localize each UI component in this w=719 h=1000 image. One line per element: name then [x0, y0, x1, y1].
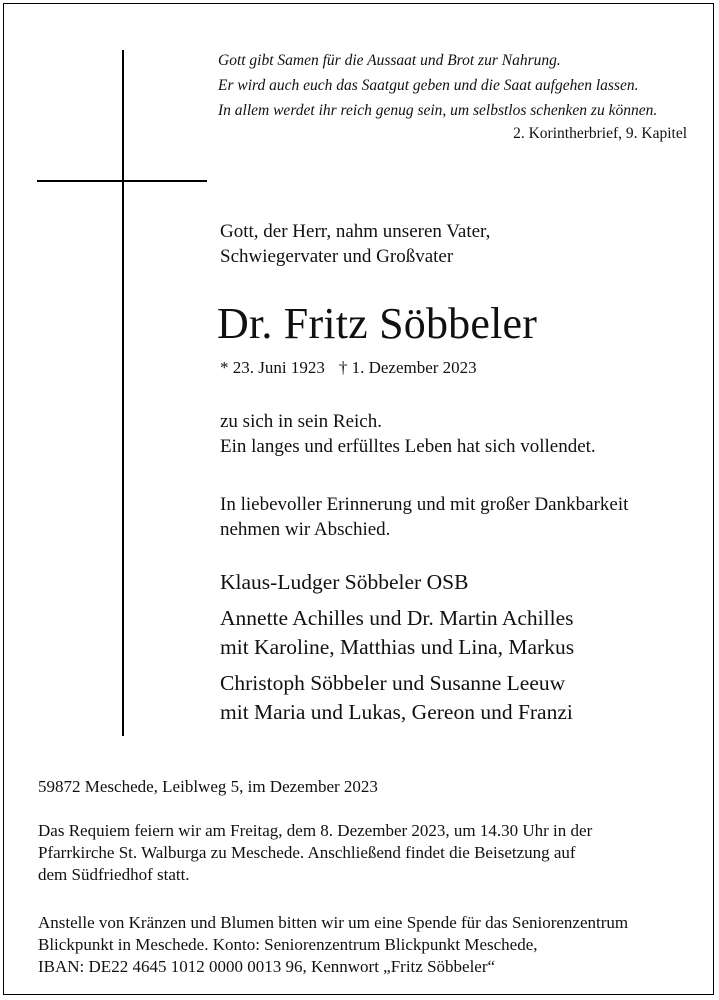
verse-line: Er wird auch euch das Saatgut geben und die Saat aufgehen lassen.	[218, 77, 639, 94]
deceased-name: Dr. Fritz Söbbeler	[217, 299, 538, 348]
reich-text	[220, 409, 596, 459]
verse-line: Gott gibt Samen für die Aussaat und Brot zur Nahrung.	[218, 52, 561, 69]
farewell-text	[220, 492, 628, 542]
reich-line: Ein langes und erfülltes Leben hat sich vollendet.	[220, 436, 596, 457]
requiem-info	[38, 820, 592, 886]
mourner-line: Annette Achilles und Dr. Martin Achilles	[220, 606, 574, 630]
mourner-line: mit Karoline, Matthias und Lina, Markus	[220, 635, 575, 659]
mourner-group	[220, 669, 574, 727]
donation-line: IBAN: DE22 4645 1012 0000 0013 96, Kennwort „Fritz Söbbeler“	[38, 957, 496, 976]
intro-line: Schwiegervater und Großvater	[220, 246, 454, 267]
intro-line: Gott, der Herr, nahm unseren Vater,	[220, 221, 491, 242]
farewell-line: In liebevoller Erinnerung und mit großer Dankbarkeit	[220, 494, 629, 515]
place-and-date: 59872 Meschede, Leiblweg 5, im Dezember 2023	[38, 777, 378, 796]
requiem-line: Das Requiem feiern wir am Freitag, dem 8. Dezember 2023, um 14.30 Uhr in der	[38, 821, 593, 840]
intro-text	[220, 219, 490, 269]
donation-info	[38, 912, 628, 978]
life-dates	[220, 357, 477, 379]
cross-vertical-beam	[122, 50, 124, 736]
mourner-line: mit Maria und Lukas, Gereon und Franzi	[220, 700, 573, 724]
verse-source: 2. Korintherbrief, 9. Kapitel	[513, 125, 687, 142]
bible-verse	[218, 48, 657, 123]
donation-line: Blickpunkt in Meschede. Konto: Seniorenzentrum Blickpunkt Meschede,	[38, 935, 538, 954]
mourner-line: Klaus-Ludger Söbbeler OSB	[220, 570, 469, 594]
requiem-line: dem Südfriedhof statt.	[38, 865, 190, 884]
mourner-group	[220, 604, 574, 662]
farewell-line: nehmen wir Abschied.	[220, 519, 391, 540]
mourner-line: Christoph Söbbeler und Susanne Leeuw	[220, 671, 566, 695]
verse-line: In allem werdet ihr reich genug sein, um selbstlos schenken zu können.	[218, 102, 658, 119]
reich-line: zu sich in sein Reich.	[220, 411, 382, 432]
mourners-list	[220, 568, 574, 734]
mourner-group	[220, 568, 574, 597]
donation-line: Anstelle von Kränzen und Blumen bitten wir um eine Spende für das Seniorenzentrum	[38, 913, 629, 932]
requiem-line: Pfarrkirche St. Walburga zu Meschede. Anschließend findet die Beisetzung auf	[38, 843, 576, 862]
cross-horizontal-beam	[37, 180, 207, 182]
birth-date: * 23. Juni 1923	[220, 358, 325, 377]
death-date: † 1. Dezember 2023	[338, 358, 477, 377]
